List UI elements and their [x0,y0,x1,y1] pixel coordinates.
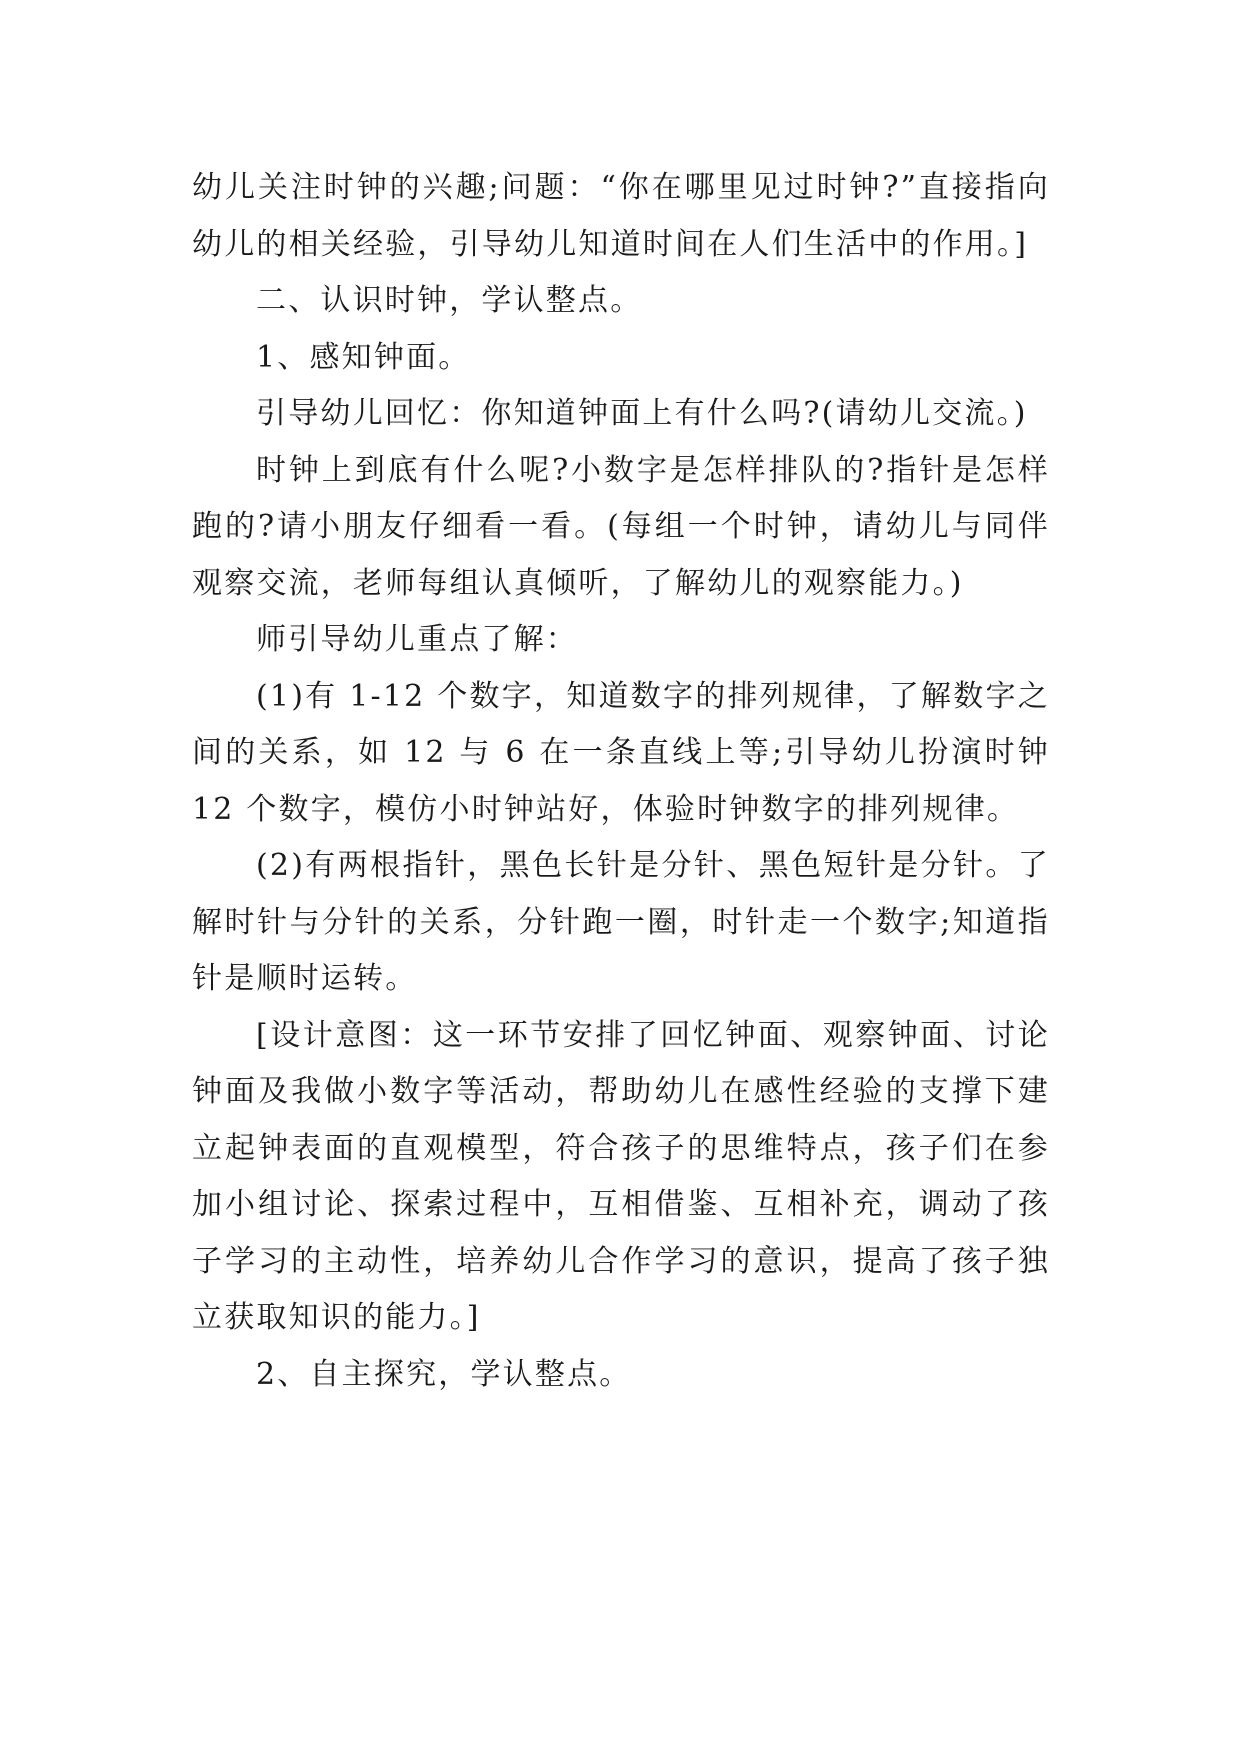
paragraph-observe: 时钟上到底有什么呢?小数字是怎样排队的?指针是怎样跑的?请小朋友仔细看一看。(每组一个时钟，请幼儿与同伴观察交流，老师每组认真倾听，了解幼儿的观察能力。) [192,452,1050,601]
subheading-2: 2、自主探究，学认整点。 [256,1356,632,1392]
document-body [192,160,1050,1403]
paragraph-intro-continuation: 幼儿关注时钟的兴趣;问题：“你在哪里见过时钟?”直接指向幼儿的相关经验，引导幼儿知道时间在人们生活中的作用。] [192,170,1050,262]
list-item-1: (1)有 1-12 个数字，知道数字的排列规律，了解数字之间的关系，如 12 与 6 在一条直线上等;引导幼儿扮演时钟 12 个数字，模仿小时钟站好，体验时钟数字的排列规律。 [192,678,1050,827]
subheading-1: 1、感知钟面。 [256,339,471,375]
paragraph-design-intent: [设计意图：这一环节安排了回忆钟面、观察钟面、讨论钟面及我做小数字等活动，帮助幼儿在感性经验的支撑下建立起钟表面的直观模型，符合孩子的思维特点，孩子们在参加小组讨论、探索过程中，互相借鉴、互相补充，调动了孩子学习的主动性，培养幼儿合作学习的意识，提高了孩子独立获取知识的能力。] [192,1017,1050,1335]
paragraph-teacher-guide: 师引导幼儿重点了解： [256,622,578,657]
list-item-2: (2)有两根指针，黑色长针是分针、黑色短针是分针。了解时针与分针的关系，分针跑一圈，时针走一个数字;知道指针是顺时运转。 [192,848,1050,996]
section-heading-2: 二、认识时钟，学认整点。 [256,283,643,318]
paragraph-recall: 引导幼儿回忆：你知道钟面上有什么吗?(请幼儿交流。) [256,396,1028,431]
